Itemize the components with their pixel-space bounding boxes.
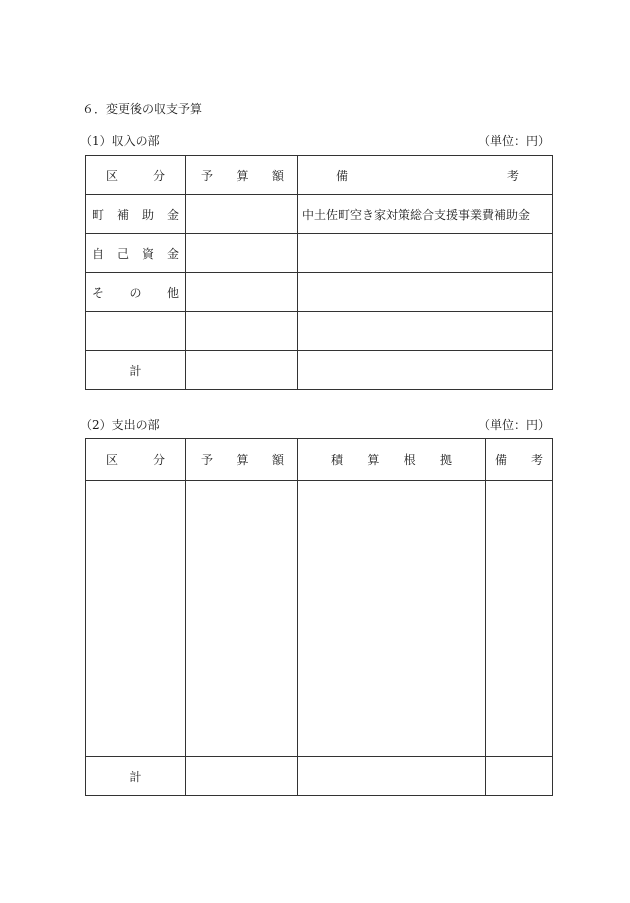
- label-char: 考: [506, 168, 519, 183]
- label-char: 備: [495, 453, 508, 467]
- remarks-cell: [486, 757, 553, 796]
- table-row: [86, 195, 553, 234]
- expense-table: [85, 438, 553, 796]
- label-char: 拠: [439, 453, 452, 467]
- budget-cell: [186, 351, 298, 390]
- remarks-cell: [486, 481, 553, 757]
- table-row: [86, 273, 553, 312]
- label-char: そ: [92, 285, 105, 300]
- income-header-row: [86, 156, 553, 195]
- label-char: 額: [271, 453, 284, 467]
- table-row: [86, 234, 553, 273]
- budget-cell: [186, 312, 298, 351]
- section-heading: ６．変更後の収支予算: [82, 102, 203, 116]
- income-header-category: [86, 156, 186, 195]
- basis-cell: [298, 757, 486, 796]
- row-label: [86, 234, 186, 273]
- label-char: 資: [141, 246, 154, 261]
- expense-header-row: [86, 439, 553, 481]
- table-row: [86, 481, 553, 757]
- label-char: 金: [166, 207, 179, 222]
- total-label: 計: [86, 757, 186, 796]
- expense-header-budget: [186, 439, 298, 481]
- category-cell: [86, 481, 186, 757]
- row-label: [86, 195, 186, 234]
- budget-cell: [186, 195, 298, 234]
- label-char: 算: [367, 453, 380, 467]
- label-char: の: [129, 285, 142, 300]
- label-char: 補: [116, 207, 129, 222]
- label-char: 予: [201, 168, 214, 183]
- expense-header-remarks: [486, 439, 553, 481]
- label-char: 助: [141, 207, 154, 222]
- label-char: 備: [336, 168, 349, 183]
- row-label: [86, 312, 186, 351]
- remarks-cell: [298, 273, 553, 312]
- budget-cell: [186, 234, 298, 273]
- remarks-cell: [298, 234, 553, 273]
- label-char: 額: [271, 168, 284, 183]
- label-char: 自: [92, 246, 105, 261]
- basis-cell: [298, 481, 486, 757]
- expense-header-basis: [298, 439, 486, 481]
- label-char: 算: [236, 168, 249, 183]
- table-row: [86, 312, 553, 351]
- income-header-remarks: [298, 156, 553, 195]
- label-char: 分: [152, 453, 165, 467]
- income-title: （1）収入の部: [80, 134, 160, 148]
- budget-cell: [186, 481, 298, 757]
- label-char: 町: [92, 207, 105, 222]
- income-unit: （単位：円）: [477, 134, 550, 148]
- label-char: 区: [106, 168, 119, 183]
- expense-total-row: [86, 757, 553, 796]
- expense-title: （2）支出の部: [80, 418, 160, 432]
- label-char: 己: [116, 246, 129, 261]
- label-char: 区: [106, 453, 119, 467]
- label-char: 他: [166, 285, 179, 300]
- label-char: 分: [152, 168, 165, 183]
- label-char: 金: [166, 246, 179, 261]
- total-label: 計: [86, 351, 186, 390]
- expense-unit: （単位：円）: [477, 418, 550, 432]
- remarks-cell: [298, 312, 553, 351]
- expense-header-category: [86, 439, 186, 481]
- budget-cell: [186, 757, 298, 796]
- income-table: [85, 155, 553, 390]
- label-char: 算: [236, 453, 249, 467]
- remarks-cell: 中土佐町空き家対策総合支援事業費補助金: [298, 195, 553, 234]
- label-char: 積: [331, 453, 344, 467]
- budget-cell: [186, 273, 298, 312]
- row-label: [86, 273, 186, 312]
- income-total-row: [86, 351, 553, 390]
- remarks-cell: [298, 351, 553, 390]
- label-char: 予: [201, 453, 214, 467]
- label-char: 根: [403, 453, 416, 467]
- income-header-budget: [186, 156, 298, 195]
- label-char: 考: [530, 453, 543, 467]
